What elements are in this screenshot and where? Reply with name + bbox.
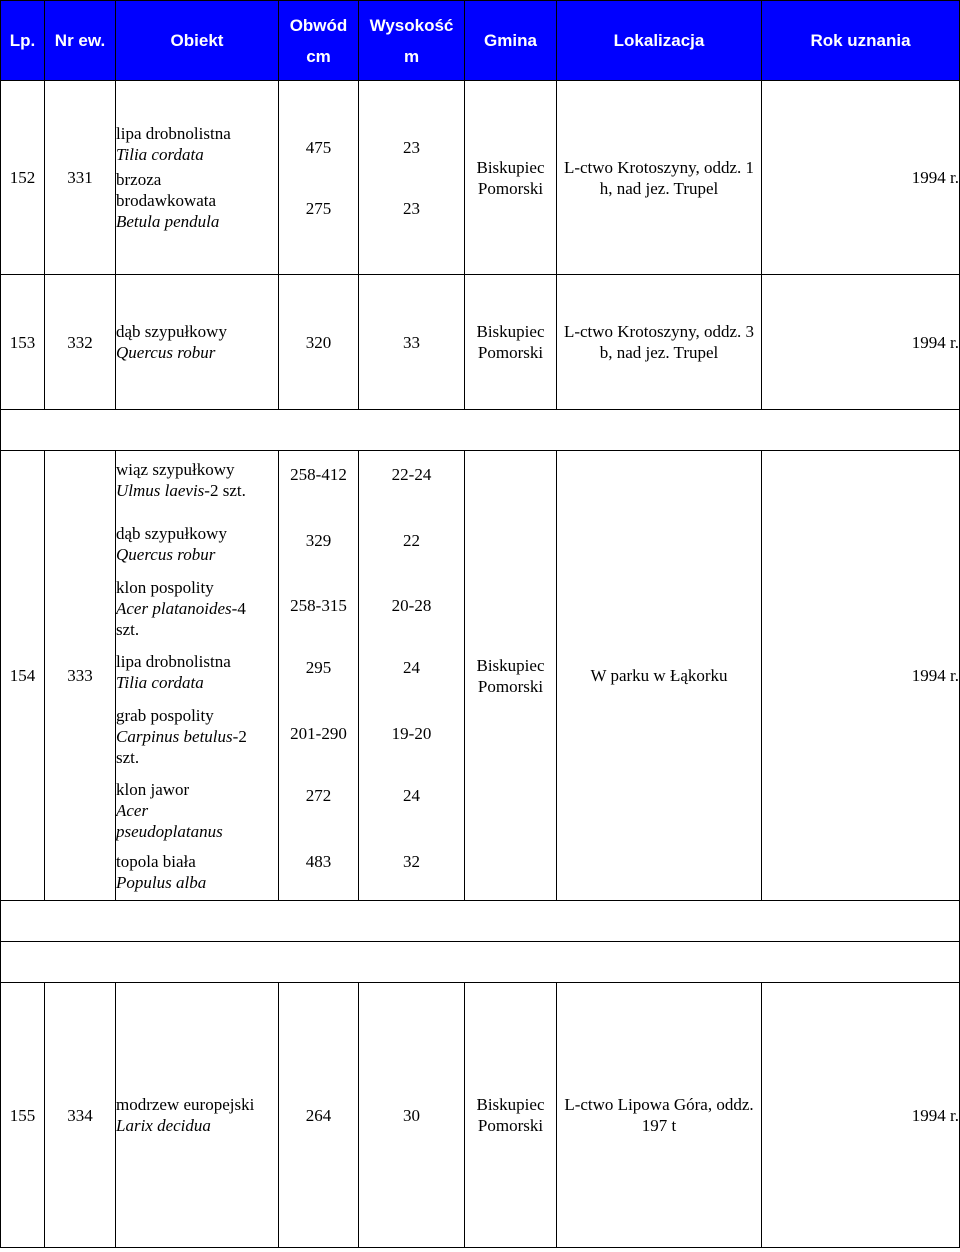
object-item (116, 779, 278, 851)
spacer-cell (1, 410, 960, 451)
row-gmina (465, 983, 557, 1248)
object-species: Acer (116, 800, 149, 820)
spacer-row (1, 901, 960, 942)
object-name: lipa drobnolistna (116, 651, 231, 671)
row-rok: 1994 r. (762, 81, 960, 275)
row-nr: 334 (45, 983, 116, 1248)
row-nr: 331 (45, 81, 116, 275)
object-count-unit: szt. (116, 619, 140, 639)
object-item (116, 523, 278, 577)
lokalizacja-line: b, nad jez. Trupel (599, 343, 719, 362)
obwod-value: 295 (305, 658, 332, 677)
object-item (116, 459, 278, 523)
object-count: -2 szt. (204, 480, 246, 500)
header-nr-ew: Nr ew. (45, 1, 116, 81)
row-lokalizacja (557, 81, 762, 275)
object-item (116, 705, 278, 779)
object-species: Tilia cordata (116, 145, 204, 164)
row-lp: 154 (1, 451, 45, 901)
row-nr: 332 (45, 275, 116, 410)
header-lp: Lp. (1, 1, 45, 81)
object-species: Quercus robur (116, 544, 216, 564)
object-name: lipa drobnolistna (116, 124, 231, 143)
spacer-cell (1, 901, 960, 942)
obwod-value: 483 (305, 852, 332, 871)
row-nr: 333 (45, 451, 116, 901)
object-count: -4 (231, 598, 246, 618)
header-obiekt: Obiekt (116, 1, 279, 81)
row-rok: 1994 r. (762, 983, 960, 1248)
object-count: -2 (232, 726, 247, 746)
header-wysokosc-label: Wysokość (369, 15, 454, 35)
object-species: Betula pendula (116, 212, 220, 231)
object-item (116, 851, 278, 893)
spacer-cell (1, 942, 960, 983)
header-lokalizacja: Lokalizacja (557, 1, 762, 81)
row-gmina (465, 81, 557, 275)
gmina-line: Biskupiec (476, 655, 545, 675)
wysokosc-value: 22 (403, 531, 420, 550)
table-row (1, 275, 960, 410)
row-rok: 1994 r. (762, 451, 960, 901)
lokalizacja-line: L-ctwo Krotoszyny, oddz. 3 (563, 322, 755, 341)
wysokosc-value: 24 (403, 786, 420, 805)
header-row (1, 1, 960, 81)
row-obwod (279, 451, 359, 901)
wysokosc-value: 32 (403, 852, 420, 871)
row-objects (116, 451, 279, 901)
object-item (116, 577, 278, 651)
object-species: Carpinus betulus (116, 726, 233, 746)
row-wysokosc: 33 (359, 275, 465, 410)
object-species: Ulmus laevis (116, 480, 205, 500)
object-name: modrzew europejski (116, 1095, 255, 1114)
header-gmina: Gmina (465, 1, 557, 81)
row-wysokosc (359, 451, 465, 901)
table-row (1, 81, 960, 275)
object-name: klon pospolity (116, 577, 214, 597)
object-count-unit: szt. (116, 747, 140, 767)
row-objects (116, 275, 279, 410)
row-obwod (279, 81, 359, 275)
row-lp: 155 (1, 983, 45, 1248)
gmina-line: Pomorski (477, 676, 544, 696)
header-obwod (279, 1, 359, 81)
object-name: topola biała (116, 851, 196, 871)
object-name: grab pospolity (116, 705, 214, 725)
obwod-value: 272 (305, 786, 332, 805)
header-wysokosc (359, 1, 465, 81)
wysokosc-value: 24 (403, 658, 420, 677)
row-lp: 153 (1, 275, 45, 410)
object-species: Acer platanoides (116, 598, 232, 618)
spacer-row (1, 942, 960, 983)
object-name: wiąz szypułkowy (116, 459, 235, 479)
obwod-value: 258-412 (290, 465, 347, 484)
gmina-line: Pomorski (477, 343, 544, 362)
obwod-value: 275 (305, 198, 332, 218)
object-species: Quercus robur (116, 343, 216, 362)
row-gmina (465, 451, 557, 901)
lokalizacja-line: L-ctwo Lipowa Góra, oddz. (564, 1095, 754, 1114)
object-species: Populus alba (116, 872, 207, 892)
table-row (1, 451, 960, 901)
row-rok: 1994 r. (762, 275, 960, 410)
row-lp: 152 (1, 81, 45, 275)
header-rok: Rok uznania (762, 1, 960, 81)
object-name: brodawkowata (116, 191, 217, 210)
obwod-value: 258-315 (290, 596, 347, 615)
row-gmina (465, 275, 557, 410)
wysokosc-value: 22-24 (391, 465, 432, 484)
object-species: Larix decidua (116, 1116, 211, 1135)
wysokosc-value: 20-28 (391, 596, 432, 615)
obwod-value: 475 (305, 137, 332, 157)
lokalizacja-line: L-ctwo Krotoszyny, oddz. 1 (563, 157, 755, 177)
spacer-row (1, 410, 960, 451)
row-wysokosc: 30 (359, 983, 465, 1248)
row-objects (116, 81, 279, 275)
wysokosc-value: 23 (403, 137, 420, 157)
object-species: pseudoplatanus (116, 821, 223, 841)
row-obwod: 264 (279, 983, 359, 1248)
wysokosc-value: 23 (403, 198, 420, 218)
row-wysokosc (359, 81, 465, 275)
row-objects (116, 983, 279, 1248)
object-name: dąb szypułkowy (116, 523, 227, 543)
gmina-line: Biskupiec (476, 1095, 545, 1114)
object-name: klon jawor (116, 779, 190, 799)
row-obwod: 320 (279, 275, 359, 410)
table-row (1, 983, 960, 1248)
header-obwod-label: Obwód (289, 15, 348, 35)
row-lokalizacja (557, 275, 762, 410)
row-lokalizacja: W parku w Łąkorku (557, 451, 762, 901)
object-name: dąb szypułkowy (116, 322, 227, 341)
wysokosc-value: 19-20 (391, 724, 432, 743)
obwod-value: 201-290 (290, 724, 347, 743)
row-lokalizacja (557, 983, 762, 1248)
gmina-line: Pomorski (477, 1116, 544, 1135)
lokalizacja-line: 197 t (641, 1116, 677, 1135)
gmina-line: Biskupiec (476, 157, 545, 177)
gmina-line: Pomorski (477, 178, 544, 198)
object-name: brzoza (116, 170, 162, 189)
object-item (116, 651, 278, 705)
gmina-line: Biskupiec (476, 322, 545, 341)
object-species: Tilia cordata (116, 672, 204, 692)
header-wysokosc-unit: m (403, 46, 420, 66)
obwod-value: 329 (305, 531, 332, 550)
lokalizacja-line: h, nad jez. Trupel (599, 178, 719, 198)
header-obwod-unit: cm (306, 46, 331, 66)
